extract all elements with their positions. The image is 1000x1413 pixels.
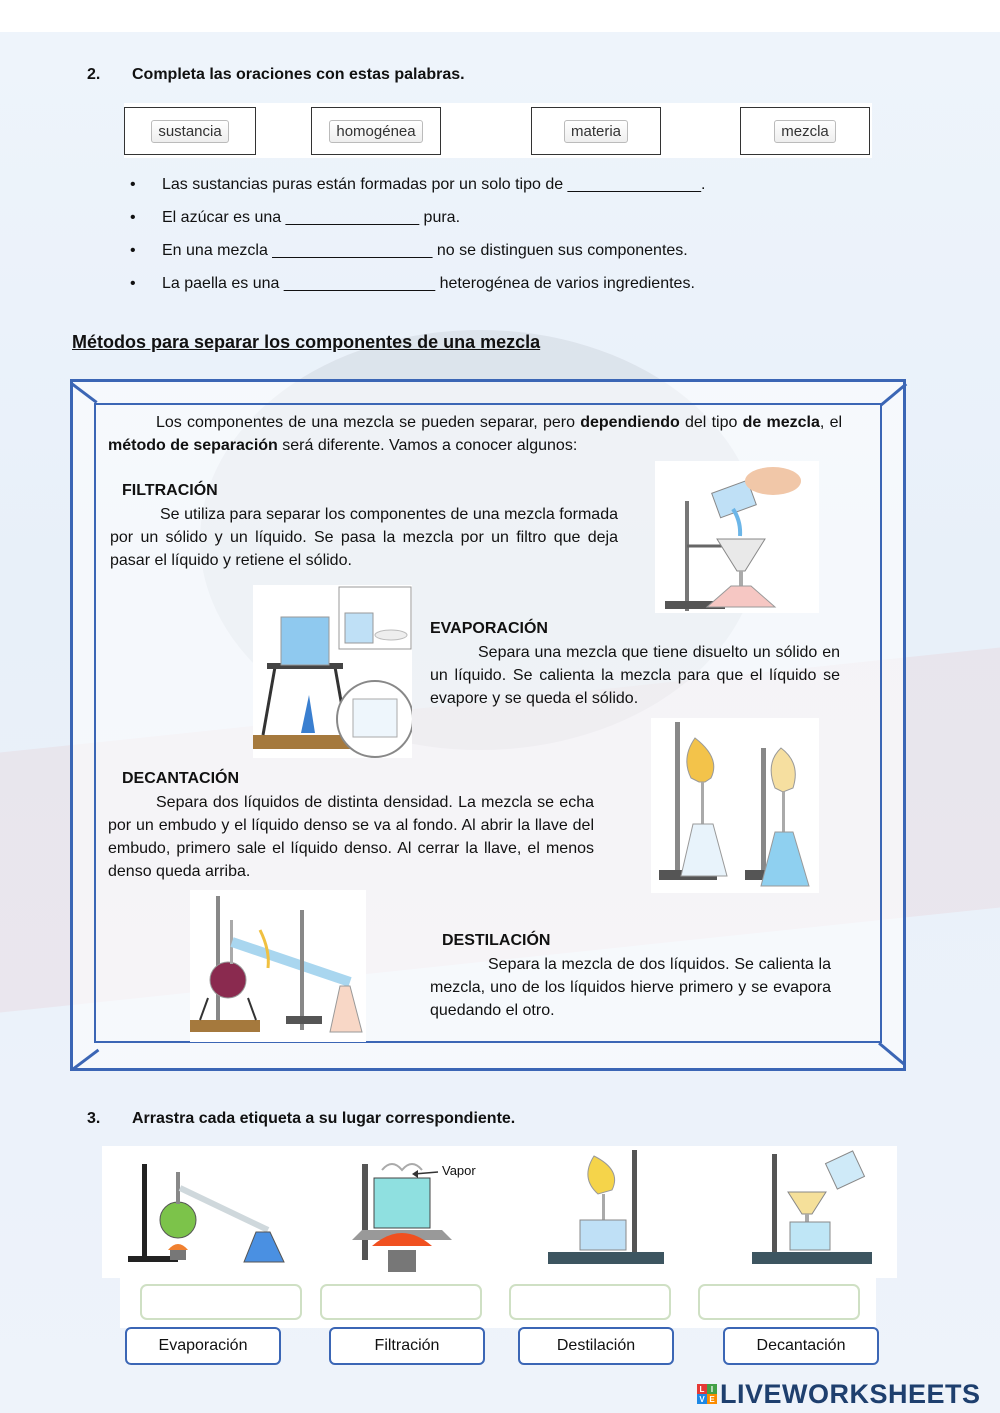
sentence-3: • En una mezcla __________________ no se distinguen sus componentes. xyxy=(130,238,706,271)
liveworksheets-logo-text: LIVEWORKSHEETS xyxy=(720,1378,981,1409)
drag-tag-filtracion[interactable]: Filtración xyxy=(329,1327,485,1365)
word-box xyxy=(740,107,870,155)
filtracion-title: FILTRACIÓN xyxy=(122,482,218,499)
apparatus-images xyxy=(102,1146,897,1278)
question-3-number: 3. xyxy=(87,1110,101,1127)
evaporacion-title: EVAPORACIÓN xyxy=(430,620,548,637)
intro-text: del tipo xyxy=(679,414,743,431)
word-homogenea: homogénea xyxy=(329,120,422,143)
destilacion-text: Separa la mezcla de dos líquidos. Se calienta la mezcla, uno de los líquidos hierve primero y se evapora quedando el otro. xyxy=(430,956,831,1019)
intro-paragraph xyxy=(108,411,842,457)
question-3-text: Arrastra cada etiqueta a su lugar correspondiente. xyxy=(132,1110,516,1127)
logo-letter: L xyxy=(697,1384,707,1394)
drop-zone-row xyxy=(120,1278,876,1328)
sentence-2: • El azúcar es una _______________ pura. xyxy=(130,205,706,238)
word-sustancia: sustancia xyxy=(151,120,228,143)
decantation-illustration xyxy=(651,718,819,893)
drag-tag-destilacion[interactable]: Destilación xyxy=(518,1327,674,1365)
question-2-number: 2. xyxy=(87,66,101,83)
intro-bold: de mezcla xyxy=(742,414,820,431)
evaporation-illustration xyxy=(253,585,412,758)
filtracion-text: Se utiliza para separar los componentes de una mezcla formada por un sólido y un líquido. Se pasa la mezcla por un filtro que deja pasar el líquido y retiene el sólido. xyxy=(110,506,618,569)
drag-tag-decantacion[interactable]: Decantación xyxy=(723,1327,879,1365)
evaporacion-text: Separa una mezcla que tiene disuelto un sólido en un líquido. Se calienta la mezcla para que el líquido se evapore y se queda el sólido. xyxy=(430,644,840,707)
liveworksheets-logo xyxy=(697,1378,981,1410)
drop-zone-4[interactable] xyxy=(698,1284,860,1320)
destilacion-title: DESTILACIÓN xyxy=(442,932,551,949)
filtration-icon xyxy=(655,461,819,613)
intro-text: será diferente. Vamos a conocer algunos: xyxy=(277,437,578,454)
word-box xyxy=(311,107,441,155)
decantation-apparatus-icon xyxy=(542,1148,682,1276)
logo-letter: V xyxy=(697,1394,707,1404)
vapor-arrow-icon xyxy=(410,1166,440,1182)
drag-tag-evaporacion[interactable]: Evaporación xyxy=(125,1327,281,1365)
word-materia: materia xyxy=(564,120,628,143)
decantacion-text: Separa dos líquidos de distinta densidad. La mezcla se echa por un embudo y el líquido denso se va al fondo. Al abrir la llave del embudo, primero sale el líquido denso. Al cerrar la llave, el menos denso queda arriba. xyxy=(108,794,594,880)
drop-zone-3[interactable] xyxy=(509,1284,671,1320)
word-box xyxy=(124,107,256,155)
distillation-illustration xyxy=(190,890,366,1042)
logo-letter: I xyxy=(707,1384,717,1394)
drop-zone-2[interactable] xyxy=(320,1284,482,1320)
sentence-4: • La paella es una _________________ heterogénea de varios ingredientes. xyxy=(130,271,706,304)
intro-text: Los componentes de una mezcla se pueden separar, pero xyxy=(156,414,581,431)
drop-zone-1[interactable] xyxy=(140,1284,302,1320)
intro-text: , el xyxy=(819,414,843,431)
sentence-1: • Las sustancias puras están formadas por un solo tipo de _______________. xyxy=(130,172,706,205)
distillation-icon xyxy=(190,890,366,1042)
intro-bold: método de separación xyxy=(108,437,278,454)
intro-bold: dependiendo xyxy=(580,414,680,431)
section-title: Métodos para separar los componentes de una mezcla xyxy=(72,332,541,352)
sentence-list xyxy=(130,172,706,304)
evaporation-icon xyxy=(253,585,412,758)
liveworksheets-logo-icon xyxy=(697,1384,717,1404)
vapor-label: Vapor xyxy=(442,1163,476,1178)
decantacion-title: DECANTACIÓN xyxy=(122,770,240,787)
word-bank xyxy=(124,103,872,158)
logo-letter: E xyxy=(707,1394,717,1404)
decantation-icon xyxy=(651,718,819,893)
question-2-text: Completa las oraciones con estas palabras. xyxy=(132,66,465,83)
distillation-apparatus-icon xyxy=(128,1150,308,1278)
filtration-illustration xyxy=(655,461,819,613)
filtration-apparatus-icon xyxy=(742,1148,882,1276)
word-mezcla: mezcla xyxy=(774,120,836,143)
word-box xyxy=(531,107,661,155)
